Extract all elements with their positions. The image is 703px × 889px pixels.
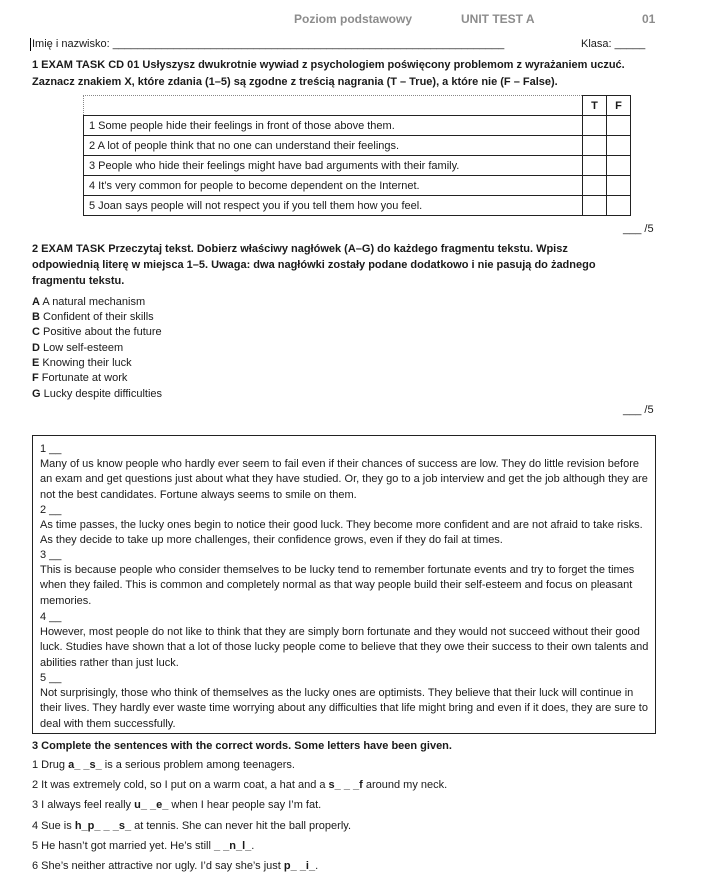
task3-title: 3 Complete the sentences with the correct words. Some letters have been given. [32,740,452,752]
sentence-5: 5 He hasn’t got married yet. He’s still _ _n_l_. [32,840,255,852]
heading-option: F Fortunate at work [32,372,128,384]
hint-6[interactable]: p_ _i_ [283,860,316,872]
fragment-3 [40,548,652,609]
fragment-2 [40,503,652,549]
table-row [84,156,631,176]
sentence-4: 4 Sue is h_p_ _ _s_ at tennis. She can never hit the ball properly. [32,820,352,832]
test-number: 01 [642,12,656,26]
fragment-5-text: Not surprisingly, those who think of themselves as the lucky ones are optimists. They believe that their luck will continue in their lives. They hardly ever waste time worrying about any difficulties that life might bring and even if it does, they are sure to deal with them successfully. [40,687,648,730]
name-field[interactable]: Imię i nazwisko: ________________________________________________________________ [32,38,505,50]
true-checkbox-4[interactable] [583,176,607,196]
true-checkbox-5[interactable] [583,196,607,216]
heading-option: A A natural mechanism [32,296,146,308]
heading-option: G Lucky despite difficulties [32,388,163,400]
hint-3[interactable]: u_ _e_ [134,799,169,811]
heading-option: C Positive about the future [32,326,162,338]
statement-1: 1 Some people hide their feelings in front of those above them. [84,116,583,136]
task1-title: 1 EXAM TASK CD 01 Usłyszysz dwukrotnie wywiad z psychologiem poświęcony problemom z wyrażaniem uczuć. [32,59,625,71]
hint-5[interactable]: _ _n_l_ [213,840,252,852]
table-row [84,196,631,216]
false-checkbox-1[interactable] [607,116,631,136]
false-checkbox-2[interactable] [607,136,631,156]
statement-5: 5 Joan says people will not respect you if you tell them how you feel. [84,196,583,216]
statement-4: 4 It’s very common for people to become dependent on the Internet. [84,176,583,196]
fragment-1 [40,442,652,503]
header-f: F [607,96,631,116]
true-checkbox-2[interactable] [583,136,607,156]
fragment-4-answer[interactable]: 4 __ [40,611,62,623]
fragment-5 [40,671,652,732]
fragment-3-answer[interactable]: 3 __ [40,549,62,561]
false-checkbox-5[interactable] [607,196,631,216]
header-blank-cell [84,96,583,116]
fragment-2-text: As time passes, the lucky ones begin to notice their good luck. They become more confident and are not afraid to take risks. As they decide to take up more challenges, their confidence grows, even if they do fail at times. [40,519,643,547]
sentence-2: 2 It was extremely cold, so I put on a warm coat, a hat and a s_ _ _f around my neck. [32,779,448,791]
level-label: Poziom podstawowy [294,12,413,26]
heading-option: B Confident of their skills [32,311,154,323]
fragment-4 [40,610,652,671]
class-field[interactable]: Klasa: _____ [581,38,646,50]
task2-title-line3: fragmentu tekstu. [32,275,125,287]
fragment-4-text: However, most people do not like to think that they are simply born fortunate and they would not succeed without their good luck. Studies have shown that a lot of those lucky people come to believe that they owe their success to their own talents and abilities rather than just luck. [40,626,649,669]
fragment-3-text: This is because people who consider themselves to be lucky tend to remember fortunate events and try to forget the times when they failed. This is common and completely normal as that way people build their self-esteem and focus on pleasant memories. [40,564,635,607]
hint-1[interactable]: a_ _s_ [68,759,102,771]
statement-3: 3 People who hide their feelings might have bad arguments with their family. [84,156,583,176]
task2-title-line2: odpowiednią literę w miejsca 1–5. Uwaga: dwa nagłówki zostały podane dodatkowo i nie pasują do żadnego [32,259,596,271]
statement-2: 2 A lot of people think that no one can understand their feelings. [84,136,583,156]
header-t: T [583,96,607,116]
task1-score: ___ /5 [623,223,654,235]
hint-2[interactable]: s_ _ _f [328,779,363,791]
hint-4[interactable]: h_p_ _ _s_ [74,820,132,832]
sentence-6: 6 She’s neither attractive nor ugly. I’d say she’s just p_ _i_. [32,860,319,872]
fragment-5-answer[interactable]: 5 __ [40,672,62,684]
heading-option: E Knowing their luck [32,357,132,369]
true-false-table [83,95,631,216]
task2-score: ___ /5 [623,404,654,416]
fragment-2-answer[interactable]: 2 __ [40,504,62,516]
false-checkbox-3[interactable] [607,156,631,176]
table-row [84,116,631,136]
fragment-1-answer[interactable]: 1 __ [40,443,62,455]
table-row [84,136,631,156]
false-checkbox-4[interactable] [607,176,631,196]
sentence-3: 3 I always feel really u_ _e_ when I hear people say I’m fat. [32,799,322,811]
task1-instruction: Zaznacz znakiem X, które zdania (1–5) są zgodne z treścią nagrania (T – True), a które nie (F – False). [32,76,558,88]
fragment-1-text: Many of us know people who hardly ever seem to fail even if their chances of success are low. They do little revision before an exam and get questions just about what they have studied. Or, they go to a job interview and get the job although they are not the best candidates. Fortune always seems to smile on them. [40,458,648,501]
true-checkbox-1[interactable] [583,116,607,136]
text-cursor [30,38,31,51]
sentence-1: 1 Drug a_ _s_ is a serious problem among teenagers. [32,759,295,771]
table-header-row [84,96,631,116]
unit-label: UNIT TEST A [461,12,535,26]
table-row [84,176,631,196]
true-checkbox-3[interactable] [583,156,607,176]
task2-title-line1: 2 EXAM TASK Przeczytaj tekst. Dobierz właściwy nagłówek (A–G) do każdego fragmentu tekstu. Wpisz [32,243,568,255]
heading-option: D Low self-esteem [32,342,124,354]
